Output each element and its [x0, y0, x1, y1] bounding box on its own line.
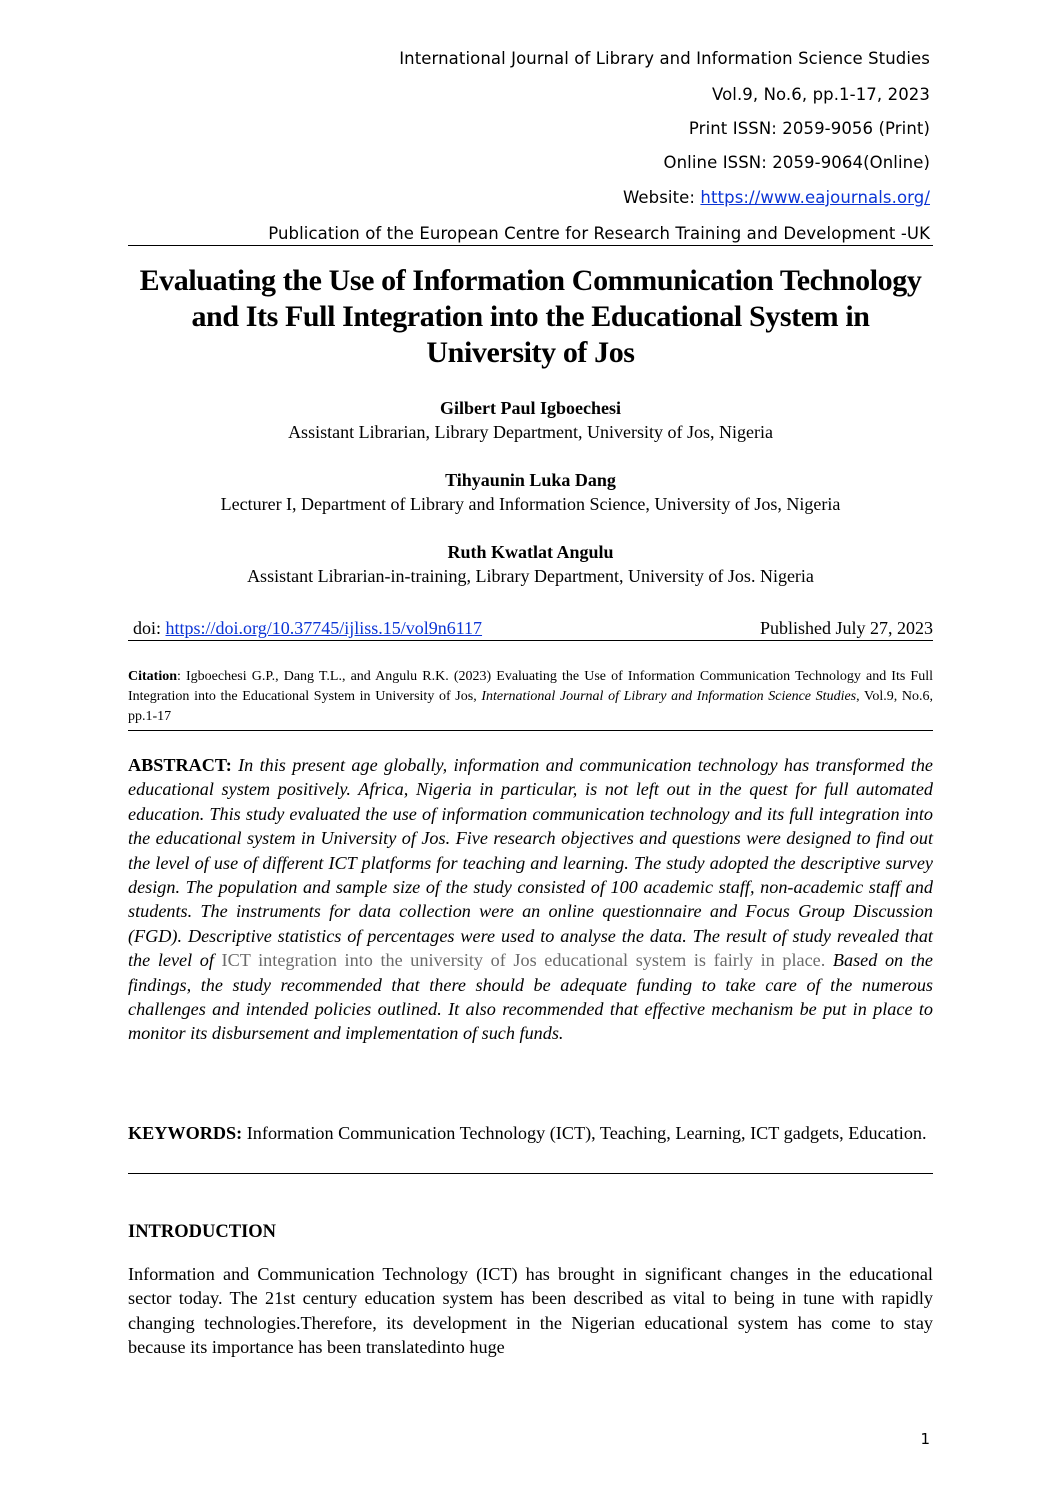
- author-affiliation: Assistant Librarian, Library Department, University of Jos, Nigeria: [288, 422, 773, 442]
- author-affiliation: Assistant Librarian-in-training, Library Department, University of Jos. Nigeria: [247, 566, 814, 586]
- author-name: Ruth Kwatlat Angulu: [447, 542, 614, 562]
- keywords: [128, 1121, 933, 1145]
- abstract-text-cont: Based on the findings, the study recommended that there should be adequate funding to take care of the numerous challenges and intended policies outlined. It also recommended that effective mechanism be put in place to monitor its disbursement and implementation of such funds.: [128, 950, 933, 1044]
- journal-volume: Vol.9, No.6, pp.1-17, 2023: [711, 85, 930, 104]
- author-block: [128, 541, 933, 587]
- online-issn: Online ISSN: 2059-9064(Online): [663, 153, 930, 172]
- doi-label: doi:: [133, 618, 166, 638]
- citation-divider: [128, 730, 933, 731]
- keywords-divider: [128, 1173, 933, 1174]
- doi-link[interactable]: https://doi.org/10.37745/ijliss.15/vol9n6117: [165, 618, 483, 638]
- keywords-text: Information Communication Technology (ICT), Teaching, Learning, ICT gadgets, Education.: [242, 1123, 927, 1143]
- page-number: 1: [920, 1430, 930, 1448]
- journal-name: International Journal of Library and Information Science Studies: [399, 49, 930, 68]
- citation-label: Citation: [128, 669, 177, 684]
- print-issn: Print ISSN: 2059-9056 (Print): [688, 119, 930, 138]
- paper-title: Evaluating the Use of Information Communication Technology and Its Full Integration into the Educational System in University of Jos: [139, 264, 922, 369]
- website-label: Website:: [622, 188, 701, 207]
- author-block: [128, 397, 933, 443]
- publisher-line: Publication of the European Centre for Research Training and Development -UK: [268, 224, 930, 243]
- abstract-highlight: ICT integration into the university of Jos educational system is fairly in place.: [221, 950, 826, 971]
- citation-text: : Igboechesi G.P., Dang T.L., and Angulu R.K. (2023) Evaluating the Use of Information Communication Technology and Its Full Integration into the Educational System in University of Jos,: [128, 669, 933, 704]
- citation: [128, 667, 933, 727]
- website-link[interactable]: https://www.eajournals.org/: [700, 188, 930, 207]
- doi: [133, 617, 482, 639]
- author-affiliation: Lecturer I, Department of Library and Information Science, University of Jos, Nigeria: [220, 494, 841, 514]
- abstract-label: ABSTRACT:: [128, 755, 232, 775]
- abstract-text: In this present age globally, information and communication technology has transformed the educational system positively. Africa, Nigeria in particular, is not left out in the quest for full automated education. This study evaluated the use of information communication technology and its full integration into the educational system in University of Jos. Five research objectives and questions were designed to find out the level of use of different ICT platforms for teaching and learning. The study adopted the descriptive survey design. The population and sample size of the study consisted of 100 academic staff, non-academic staff and students. The instruments for data collection were an online questionnaire and Focus Group Discussion (FGD). Descriptive statistics of percentages were used to analyse the data. The result of study revealed that the level of: [128, 755, 933, 971]
- keywords-label: KEYWORDS:: [128, 1123, 243, 1143]
- section-heading: INTRODUCTION: [128, 1222, 277, 1242]
- header-divider: [128, 245, 933, 246]
- citation-details: , Vol.9, No.6, pp.1-17: [128, 689, 933, 724]
- intro-paragraph: Information and Communication Technology (ICT) has brought in significant changes in the educational sector today. The 21st century education system has been described as vital to being in tune with rapidly changing technologies.Therefore, its development in the Nigerian educational system has come to stay because its importance has been translatedinto huge: [128, 1264, 933, 1358]
- author-name: Tihyaunin Luka Dang: [445, 470, 616, 490]
- abstract: [128, 753, 933, 1046]
- published-date: Published July 27, 2023: [759, 618, 933, 638]
- citation-journal: International Journal of Library and Information Science Studies: [481, 689, 857, 704]
- website-line: [623, 190, 930, 207]
- author-block: [128, 469, 933, 515]
- author-name: Gilbert Paul Igboechesi: [440, 398, 621, 418]
- doi-divider: [128, 640, 933, 641]
